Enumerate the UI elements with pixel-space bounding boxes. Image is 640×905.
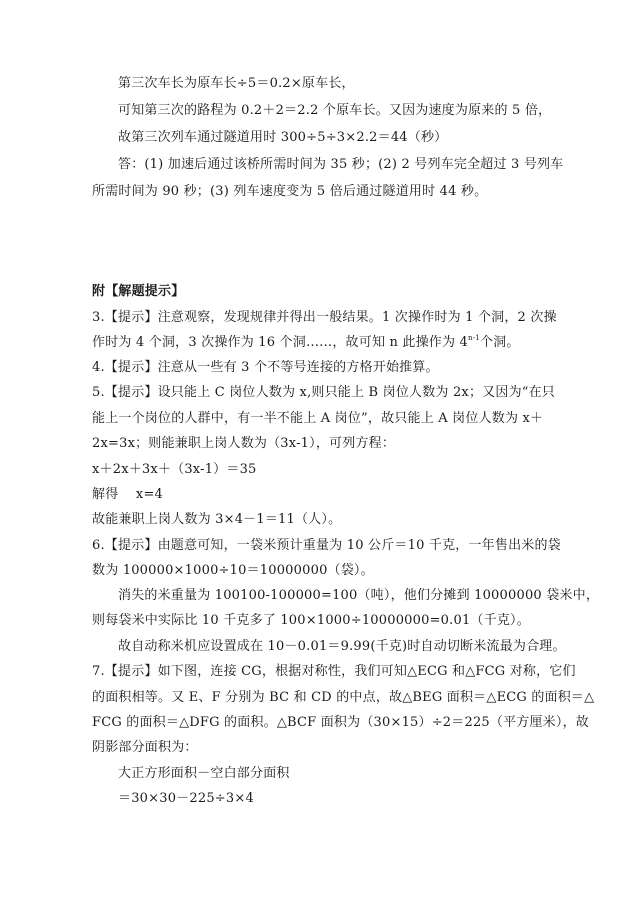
hint-q4-line-1: 4.【提示】注意从一些有 3 个不等号连接的方格开始推算。 xyxy=(92,360,439,375)
hint-q5-result: 故能兼职上岗人数为 3×4－1＝11（人）。 xyxy=(92,512,342,527)
hint-q6-line-5: 故自动称米机应设置成在 10－0.01＝9.99(千克)时自动切断米流最为合理。 xyxy=(118,639,566,654)
hint-q3-text-end: 个洞。 xyxy=(479,335,520,350)
hint-q5-line-2: 能上一个岗位的人群中，有一半不能上 A 岗位”，故只能上 A 岗位人数为 x＋ xyxy=(92,411,544,426)
hint-q7-line-4: 阴影部分面积为： xyxy=(92,740,198,755)
hints-heading: 附【解题提示】 xyxy=(92,284,185,299)
hint-q6-line-1: 6.【提示】由题意可知，一袋米预计重量为 10 公斤＝10 千克，一年售出米的袋 xyxy=(92,538,561,553)
hint-q6-line-4: 则每袋米中实际比 10 千克多了 100×1000÷10000000=0.01（千克）。 xyxy=(92,613,530,628)
hint-q3-exponent: n-1 xyxy=(468,334,480,342)
hint-q7-line-3: FCG 的面积＝△DFG 的面积。△BCF 面积为（30×15）÷2＝225（平方厘米），故 xyxy=(92,715,589,730)
hint-q6-line-3: 消失的米重量为 100100-100000=100（吨），他们分摊到 10000000 袋米中， xyxy=(118,588,600,603)
hint-q3-line-1: 3.【提示】注意观察，发现规律并得出一般结果。1 次操作时为 1 个洞，2 次操 xyxy=(92,310,557,325)
hint-q5-solution: 解得 x=4 xyxy=(92,487,164,502)
hint-q5-line-3: 2x=3x；则能兼职上岗人数为（3x-1），可列方程： xyxy=(92,436,396,451)
hint-q5-equation: x＋2x＋3x＋（3x-1）＝35 xyxy=(92,462,257,477)
hint-q7-line-6: ＝30×30－225÷3×4 xyxy=(118,791,254,806)
hint-q5-line-1: 5.【提示】设只能上 C 岗位人数为 x,则只能上 B 岗位人数为 2x；又因为“在只 xyxy=(92,385,556,400)
hint-q7-line-5: 大正方形面积－空白部分面积 xyxy=(118,766,290,781)
hint-q7-line-2: 的面积相等。又 E、F 分别为 BC 和 CD 的中点，故△BEG 面积＝△ECG 的面积＝△ xyxy=(92,690,595,705)
hint-q3-text: 作时为 4 个洞，3 次操作为 16 个洞……，故可知 n 此操作为 4 xyxy=(92,335,468,350)
answer-line-3: 故第三次列车通过隧道用时 300÷5÷3×2.2＝44（秒） xyxy=(118,130,448,145)
hint-q6-line-2: 数为 100000×1000÷10＝10000000（袋）。 xyxy=(92,563,374,578)
answer-line-5: 所需时间为 90 秒；(3) 列车速度变为 5 倍后通过隧道用时 44 秒。 xyxy=(92,184,488,199)
answer-line-2: 可知第三次的路程为 0.2＋2＝2.2 个原车长。又因为速度为原来的 5 倍， xyxy=(118,103,552,118)
hint-q7-line-1: 7.【提示】如下图，连接 CG，根据对称性，我们可知△ECG 和△FCG 对称，它们 xyxy=(92,664,576,679)
answer-line-4: 答：(1) 加速后通过该桥所需时间为 35 秒；(2) 2 号列车完全超过 3 号列车 xyxy=(118,157,564,172)
hint-q3-line-2 xyxy=(92,334,520,352)
answer-line-1: 第三次车长为原车长÷5＝0.2×原车长， xyxy=(118,76,355,91)
